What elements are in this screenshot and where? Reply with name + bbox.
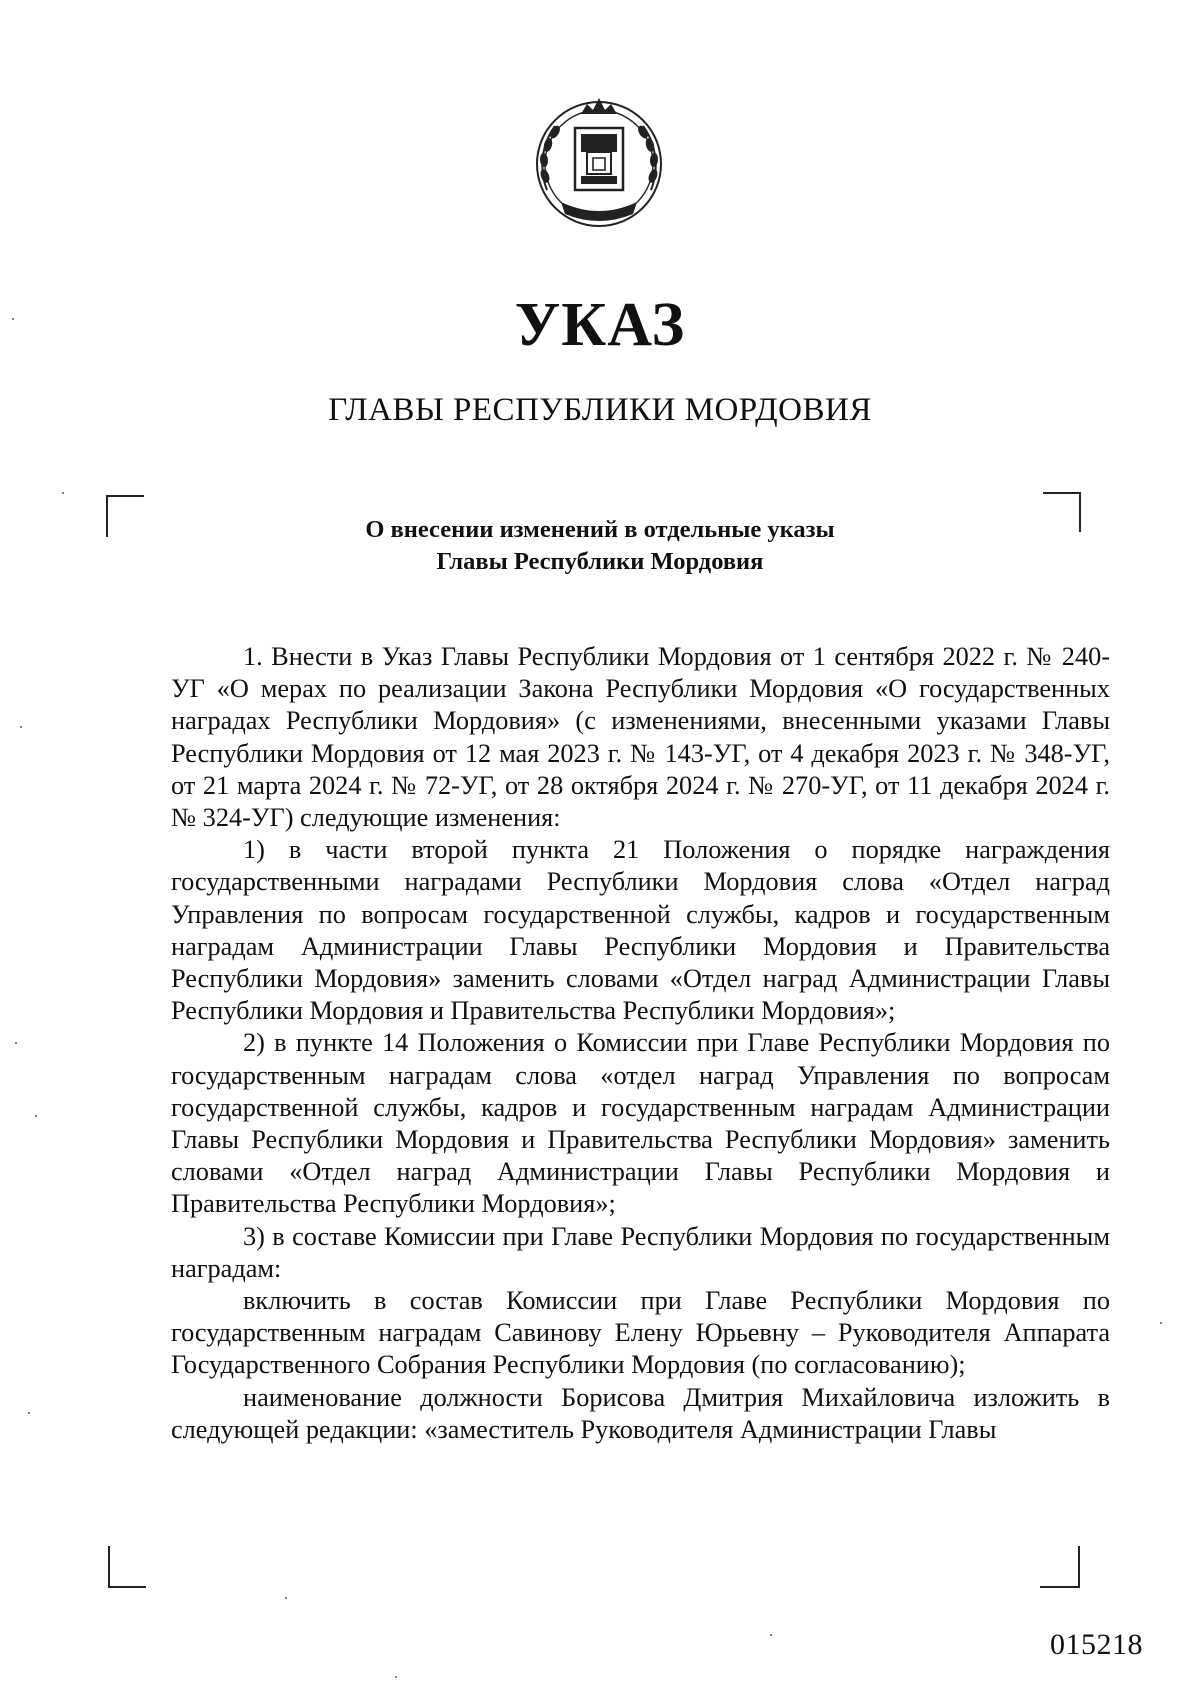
paragraph-1-item-2: 2) в пункте 14 Положения о Комиссии при Главе Республики Мордовия по государственным наградам слова «отдел наград Управления по вопросам государственной службы, кадров и государственным наградам Администрации Главы Республики Мордовия и Правительства Республики Мордовия» заменить словами «Отдел наград Администрации Главы Республики Мордовия и Правительства Республики Мордовия»; [171, 1028, 1110, 1219]
decree-body [171, 641, 1110, 1446]
corner-bracket-bottom-right [1040, 1546, 1080, 1588]
paragraph-1-item-1: 1) в части второй пункта 21 Положения о порядке награждения государственными наградами Республики Мордовия слова «Отдел наград Управления по вопросам государственной службы, кадров и государственным наградам Администрации Главы Республики Мордовия и Правительства Республики Мордовия» заменить словами «Отдел наград Администрации Главы Республики Мордовия и Правительства Республики Мордовия»; [171, 835, 1110, 1026]
document-subtitle: ГЛАВЫ РЕСПУБЛИКИ МОРДОВИЯ [328, 392, 872, 428]
paragraph-1-item-3-include: включить в состав Комиссии при Главе Республики Мордовия по государственным наградам Савинову Елену Юрьевну – Руководителя Аппарата Государственного Собрания Республики Мордовия (по согласованию); [171, 1286, 1110, 1380]
decree-heading-line-1: О внесении изменений в отдельные указы [365, 516, 835, 543]
paragraph-1: 1. Внести в Указ Главы Республики Мордовия от 1 сентября 2022 г. № 240-УГ «О мерах по реализации Закона Республики Мордовия «О государственных наградах Республики Мордовия» (с изменениями, внесенными указами Главы Республики Мордовия от 12 мая 2023 г. № 143-УГ, от 4 декабря 2023 г. № 348-УГ, от 21 марта 2024 г. № 72-УГ, от 28 октября 2024 г. № 270-УГ, от 11 декабря 2024 г. № 324-УГ) следующие изменения: [171, 642, 1110, 833]
coat-of-arms-emblem [525, 90, 673, 236]
corner-bracket-top-left [106, 495, 144, 537]
decree-heading [300, 514, 900, 578]
document-title: УКАЗ [514, 291, 686, 359]
decree-heading-line-2: Главы Республики Мордовия [436, 548, 764, 575]
corner-bracket-top-right [1043, 492, 1081, 532]
paragraph-1-item-3-position: наименование должности Борисова Дмитрия Михайловича изложить в следующей редакции: «заместитель Руководителя Администрации Главы [171, 1382, 1110, 1444]
corner-bracket-bottom-left [108, 1546, 146, 1588]
document-serial-number: 015218 [1050, 1628, 1143, 1661]
paragraph-1-item-3: 3) в составе Комиссии при Главе Республики Мордовия по государственным наградам: [171, 1221, 1110, 1283]
